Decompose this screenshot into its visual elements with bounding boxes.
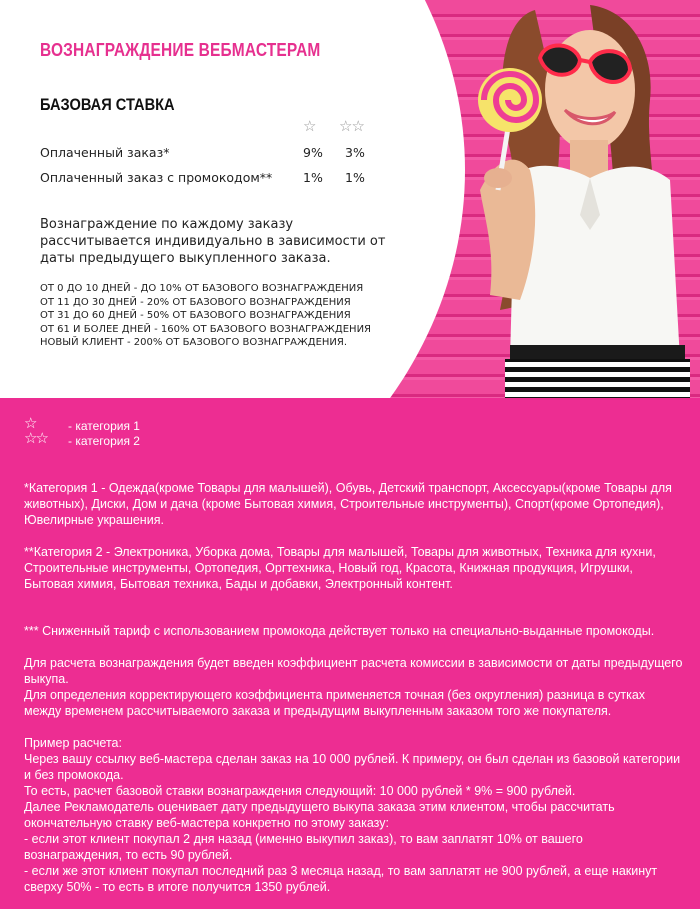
promo-note: *** Сниженный тариф с использованием промокода действует только на специально-выданные промокоды. xyxy=(24,624,655,638)
example-title: Пример расчета: xyxy=(24,736,122,750)
double-star-icon: ☆☆ xyxy=(24,429,47,447)
rate-label: Оплаченный заказ с промокодом** xyxy=(40,170,273,185)
coefficient-detail: Для определения корректирующего коэффициента применяется точная (без округления) разница в сутках между временем рассчитываемого заказа и предыдущим выкупленным заказом того же покупателя. xyxy=(24,688,646,718)
example-line: Через вашу ссылку веб-мастера сделан заказ на 10 000 рублей. К примеру, он был сделан из базовой категории и без промокода. xyxy=(24,752,681,782)
tier-item: ОТ 11 ДО 30 ДНЕЙ - 20% ОТ БАЗОВОГО ВОЗНАГРАЖДЕНИЯ xyxy=(40,296,351,308)
rate-category-2-value: 3% xyxy=(345,145,365,160)
details-section xyxy=(0,398,700,909)
coefficient-intro: Для расчета вознаграждения будет введен коэффициент расчета комиссии в зависимости от даты предыдущего выкупа. xyxy=(24,656,683,686)
example-block xyxy=(24,735,684,895)
legend-label: - категория 1 xyxy=(68,419,140,433)
rate-label: Оплаченный заказ* xyxy=(40,145,170,160)
rate-category-1-value: 1% xyxy=(303,170,323,185)
category-2-note: **Категория 2 - Электроника, Уборка дома, Товары для малышей, Товары для животных, Техника для кухни, Строительные инструменты, Ортопедия, Оргтехника, Новый год, Красота, Книжная продукция, Игрушки, Бытовая химия, Бытовая техника, Бады и добавки, Электронный контент. xyxy=(24,545,656,591)
double-star-icon: ☆☆ xyxy=(339,117,364,135)
tier-item: ОТ 61 И БОЛЕЕ ДНЕЙ - 160% ОТ БАЗОВОГО ВОЗНАГРАЖДЕНИЯ xyxy=(40,323,371,335)
star-icon: ☆ xyxy=(303,117,316,135)
tier-item: НОВЫЙ КЛИЕНТ - 200% ОТ БАЗОВОГО ВОЗНАГРАЖДЕНИЯ. xyxy=(40,337,348,349)
calculation-description: Вознаграждение по каждому заказу рассчитывается индивидуально в зависимости от даты предыдущего выкупленного заказа. xyxy=(40,217,386,266)
section-subtitle: БАЗОВАЯ СТАВКА xyxy=(40,95,175,114)
legend-label: - категория 2 xyxy=(68,434,140,448)
hero-section xyxy=(0,0,700,398)
woman-with-lollipop-photo xyxy=(440,0,700,398)
star-icon: ☆ xyxy=(24,414,36,432)
page-title: ВОЗНАГРАЖДЕНИЕ ВЕБМАСТЕРАМ xyxy=(40,40,321,60)
tier-item: ОТ 0 ДО 10 ДНЕЙ - ДО 10% ОТ БАЗОВОГО ВОЗНАГРАЖДЕНИЯ xyxy=(40,283,364,294)
example-line: Далее Рекламодатель оценивает дату предыдущего выкупа заказа этим клиентом, чтобы рассчитать окончательную ставку веб-мастера конкретно по этому заказу: xyxy=(24,800,615,830)
rate-category-2-value: 1% xyxy=(345,170,365,185)
example-line: То есть, расчет базовой ставки вознаграждения следующий: 10 000 рублей * 9% = 900 рублей. xyxy=(24,784,576,798)
tier-list xyxy=(40,282,371,350)
tier-item: ОТ 31 ДО 60 ДНЕЙ - 50% ОТ БАЗОВОГО ВОЗНАГРАЖДЕНИЯ xyxy=(40,310,351,322)
category-1-note: *Категория 1 - Одежда(кроме Товары для малышей), Обувь, Детский транспорт, Аксессуары(кроме Товары для животных), Диски, Дом и дача (кроме Бытовая химия, Строительные инструменты), Спорт(кроме Ортопедия), Ювелирные украшения. xyxy=(24,481,672,527)
coefficient-note xyxy=(24,655,684,719)
rate-category-1-value: 9% xyxy=(303,145,323,160)
example-line: - если этот клиент покупал 2 дня назад (именно выкупил заказ), то вам заплатят 10% от вашего вознаграждения, то есть 90 рублей. xyxy=(24,832,583,862)
example-line: - если же этот клиент покупал последний раз 3 месяца назад, то вам заплатят не 900 рублей, а еще накинут сверху 50% - то есть в итоге получится 1350 рублей. xyxy=(24,864,658,894)
